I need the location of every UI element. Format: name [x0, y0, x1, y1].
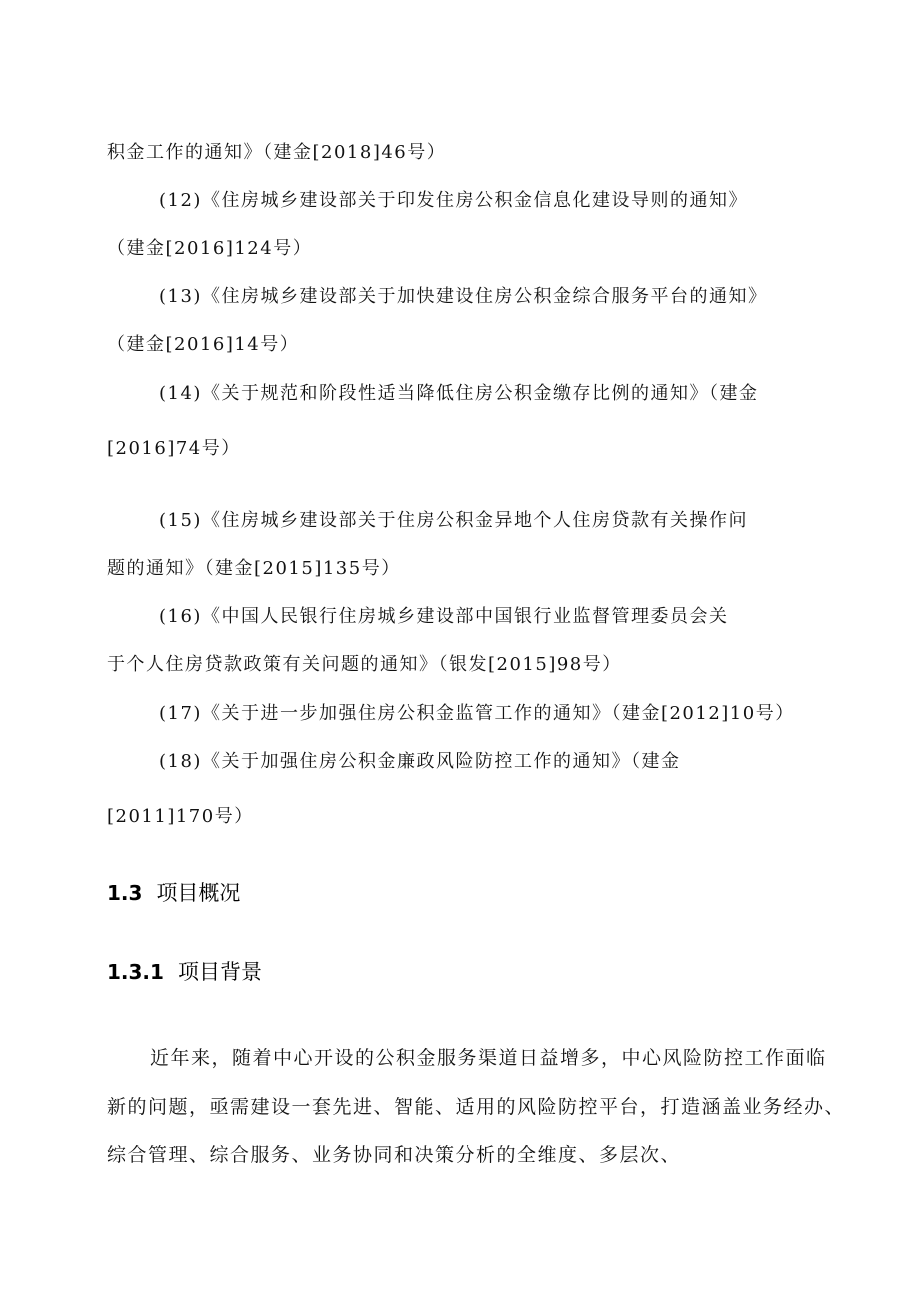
reference-line: 于个人住房贷款政策有关问题的通知》（银发[2015]98号）: [107, 654, 622, 675]
reference-item-18: (18)《关于加强住房公积金廉政风险防控工作的通知》（建金: [159, 751, 681, 772]
reference-item-15: (15)《住房城乡建设部关于住房公积金异地个人住房贷款有关操作问: [159, 510, 748, 531]
section-title: 项目背景: [177, 960, 262, 984]
reference-item-12: (12)《住房城乡建设部关于印发住房公积金信息化建设导则的通知》: [159, 190, 748, 211]
reference-line: 积金工作的通知》（建金[2018]46号）: [107, 142, 447, 163]
reference-item-16: (16)《中国人民银行住房城乡建设部中国银行业监督管理委员会关: [159, 606, 729, 627]
reference-line: 题的通知》（建金[2015]135号）: [107, 558, 401, 579]
section-heading-1-3-1: [107, 959, 262, 985]
section-title: 项目概况: [156, 881, 241, 905]
reference-item-14: (14)《关于规范和阶段性适当降低住房公积金缴存比例的通知》（建金: [159, 383, 759, 404]
reference-line: [2011]170号）: [107, 806, 254, 827]
body-paragraph-line: 新的问题，亟需建设一套先进、智能、适用的风险防控平台，打造涵盖业务经办、: [107, 1096, 846, 1118]
reference-item-13: (13)《住房城乡建设部关于加快建设住房公积金综合服务平台的通知》: [159, 286, 768, 307]
reference-line: （建金[2016]124号）: [107, 238, 313, 259]
reference-line: [2016]74号）: [107, 438, 241, 459]
reference-item-17: (17)《关于进一步加强住房公积金监管工作的通知》（建金[2012]10号）: [159, 703, 795, 724]
section-heading-1-3: [107, 880, 240, 906]
body-paragraph-line: 近年来，随着中心开设的公积金服务渠道日益增多，中心风险防控工作面临: [150, 1047, 827, 1069]
section-number: 1.3: [107, 881, 143, 905]
section-number: 1.3.1: [107, 960, 164, 984]
reference-line: （建金[2016]14号）: [107, 334, 300, 355]
body-paragraph-line: 综合管理、综合服务、业务协同和决策分析的全维度、多层次、: [107, 1144, 682, 1166]
